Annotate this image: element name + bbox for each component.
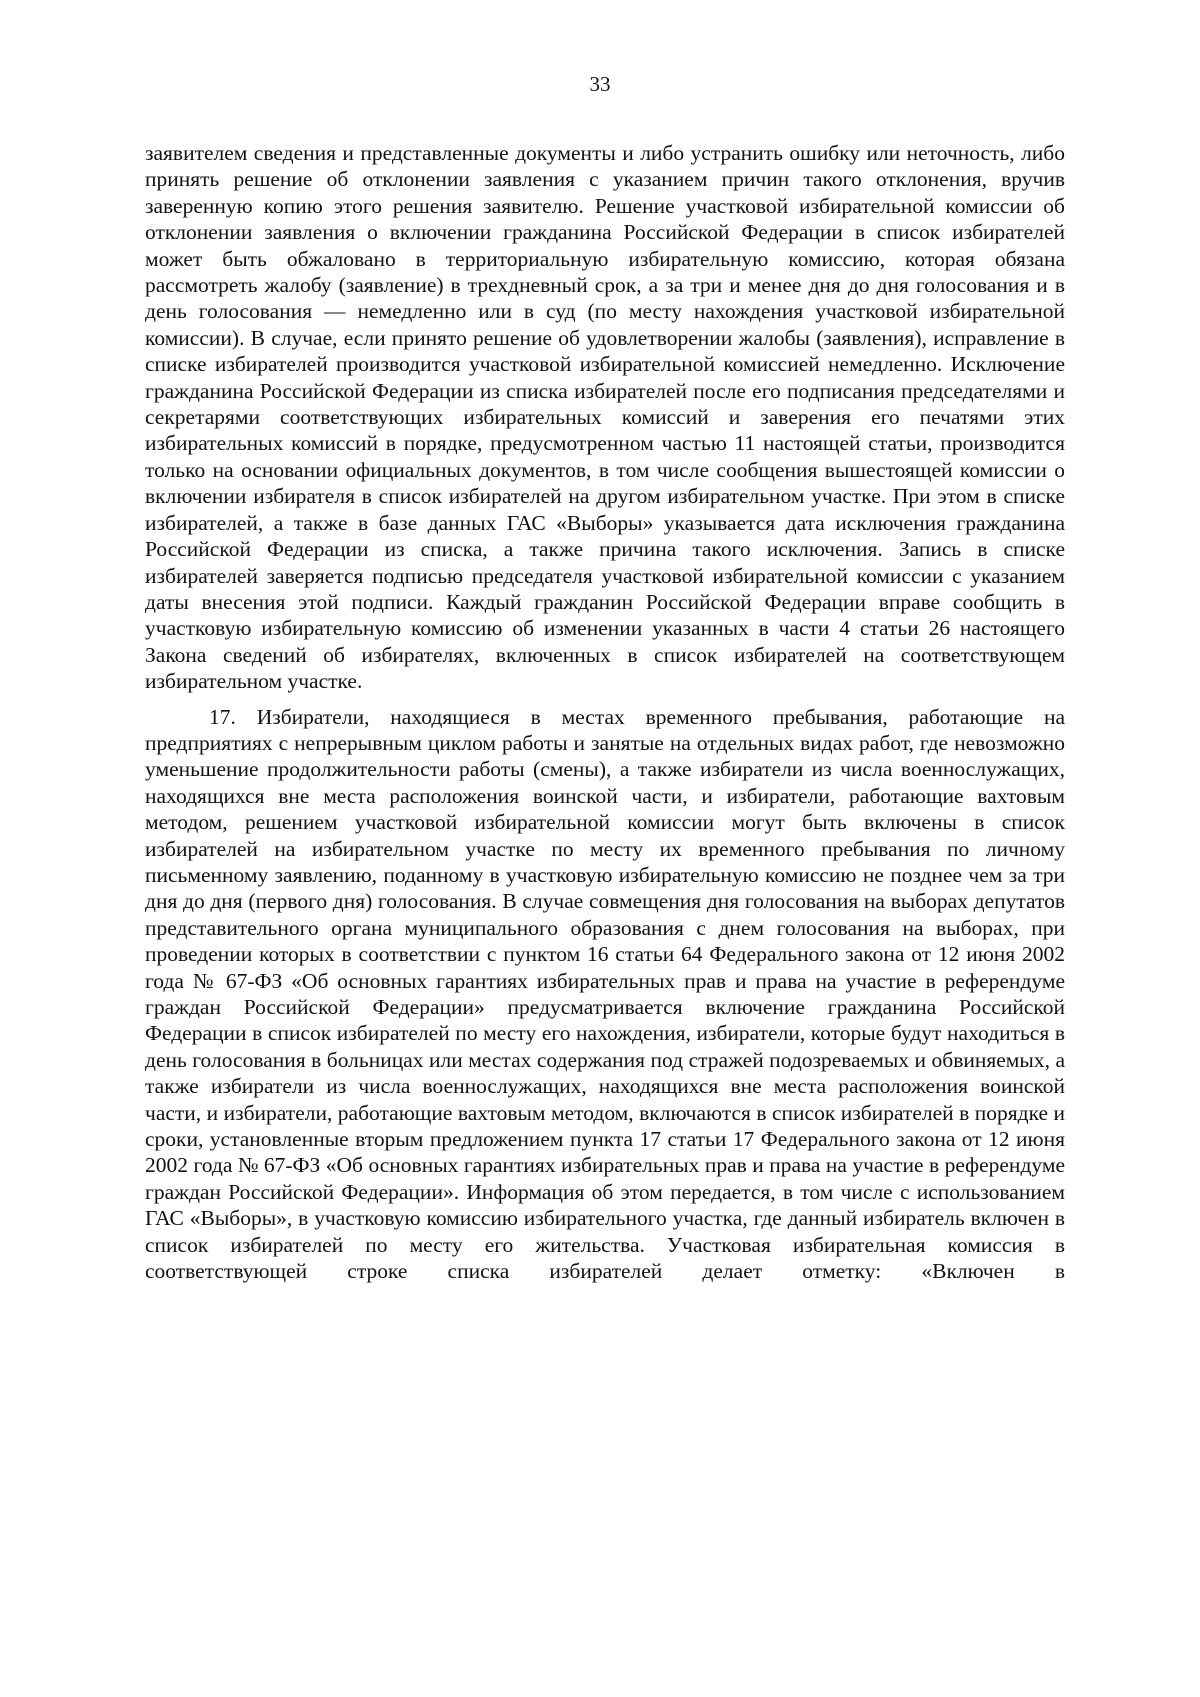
- paragraph-continuation: заявителем сведения и представленные документы и либо устранить ошибку или неточность, либо принять решение об отклонении заявления с указанием причин такого отклонения, вручив заверенную копию этого решения заявителю. Решение участковой избирательной комиссии об отклонении заявления о включении гражданина Российской Федерации в список избирателей может быть обжаловано в территориальную избирательную комиссию, которая обязана рассмотреть жалобу (заявление) в трехдневный срок, а за три и менее дня до дня голосования и в день голосования — немедленно или в суд (по месту нахождения участковой избирательной комиссии). В случае, если принято решение об удовлетворении жалобы (заявления), исправление в списке избирателей производится участковой избирательной комиссией немедленно. Исключение гражданина Российской Федерации из списка избирателей после его подписания председателями и секретарями соответствующих избирательных комиссий и заверения его печатями этих избирательных комиссий в порядке, предусмотренном частью 11 настоящей статьи, производится только на основании официальных документов, в том числе сообщения вышестоящей комиссии о включении избирателя в список избирателей на другом избирательном участке. При этом в списке избирателей, а также в базе данных ГАС «Выборы» указывается дата исключения гражданина Российской Федерации из списка, а также причина такого исключения. Запись в списке избирателей заверяется подписью председателя участковой избирательной комиссии с указанием даты внесения этой подписи. Каждый гражданин Российской Федерации вправе сообщить в участковую избирательную комиссию об изменении указанных в части 4 статьи 26 настоящего Закона сведений об избирателях, включенных в список избирателей на соответствующем избирательном участке.: [145, 141, 1065, 694]
- paragraph-item-17: 17. Избиратели, находящиеся в местах временного пребывания, работающие на предприятиях с непрерывным циклом работы и занятые на отдельных видах работ, где невозможно уменьшение продолжительности работы (смены), а также избиратели из числа военнослужащих, находящихся вне места расположения воинской части, и избиратели, работающие вахтовым методом, решением участковой избирательной комиссии могут быть включены в список избирателей на избирательном участке по месту их временного пребывания по личному письменному заявлению, поданному в участковую избирательную комиссию не позднее чем за три дня до дня (первого дня) голосования. В случае совмещения дня голосования на выборах депутатов представительного органа муниципального образования с днем голосования на выборах, при проведении которых в соответствии с пунктом 16 статьи 64 Федерального закона от 12 июня 2002 года № 67-ФЗ «Об основных гарантиях избирательных прав и права на участие в референдуме граждан Российской Федерации» предусматривается включение гражданина Российской Федерации в список избирателей по месту его нахождения, избиратели, которые будут находиться в день голосования в больницах или местах содержания под стражей подозреваемых и обвиняемых, а также избиратели из числа военнослужащих, находящихся вне места расположения воинской части, и избиратели, работающие вахтовым методом, включаются в список избирателей в порядке и сроки, установленные вторым предложением пункта 17 статьи 17 Федерального закона от 12 июня 2002 года № 67-ФЗ «Об основных гарантиях избирательных прав и права на участие в референдуме граждан Российской Федерации». Информация об этом передается, в том числе с использованием ГАС «Выборы», в участковую комиссию избирательного участка, где данный избиратель включен в список избирателей по месту его жительства. Участковая избирательная комиссия в соответствующей строке списка избирателей делает отметку: «Включен в: [145, 704, 1065, 1284]
- page-number: 33: [589, 72, 611, 96]
- document-body: [145, 140, 1065, 1284]
